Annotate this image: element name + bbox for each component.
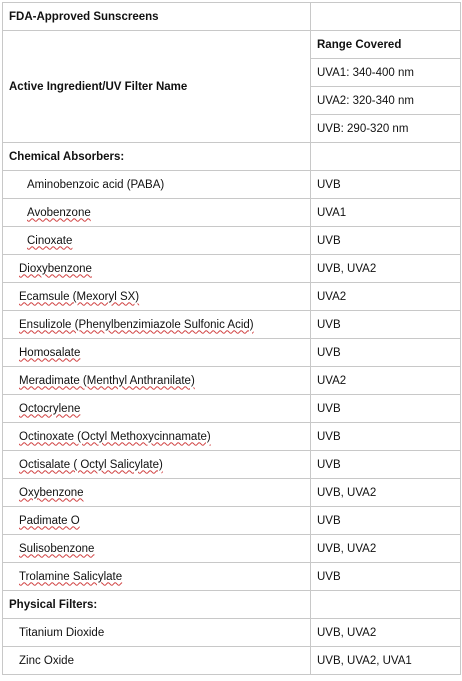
range-cell: UVB	[311, 423, 461, 451]
ingredient-name: Avobenzone	[27, 206, 91, 219]
range-cell: UVB	[311, 339, 461, 367]
ingredient-name: Sulisobenzone	[19, 542, 95, 555]
section-title: Physical Filters:	[3, 591, 311, 619]
table-row	[3, 563, 461, 591]
ingredient-cell	[3, 563, 311, 591]
ingredient-name: Titanium Dioxide	[19, 626, 105, 639]
ingredient-name: Zinc Oxide	[19, 654, 74, 667]
table-row	[3, 283, 461, 311]
ingredient-cell	[3, 451, 311, 479]
range-cell: UVB, UVA2	[311, 479, 461, 507]
ingredient-cell	[3, 423, 311, 451]
ingredient-name: Homosalate	[19, 346, 81, 359]
table-title: FDA-Approved Sunscreens	[3, 3, 311, 31]
table-row	[3, 535, 461, 563]
empty-cell	[311, 591, 461, 619]
range-cell: UVB, UVA2	[311, 535, 461, 563]
ingredient-cell	[3, 507, 311, 535]
table-row	[3, 479, 461, 507]
empty-cell	[311, 3, 461, 31]
table-row	[3, 423, 461, 451]
range-cell: UVB	[311, 395, 461, 423]
range-cell: UVB	[311, 311, 461, 339]
section-header-row	[3, 591, 461, 619]
ingredient-name: Octinoxate (Octyl Methoxycinnamate)	[19, 430, 211, 443]
table-row	[3, 619, 461, 647]
range-cell: UVA2	[311, 283, 461, 311]
ingredient-cell	[3, 171, 311, 199]
table-row	[3, 255, 461, 283]
table-row	[3, 227, 461, 255]
ingredient-name: Aminobenzoic acid (PABA)	[27, 178, 165, 191]
range-cell: UVB, UVA2	[311, 255, 461, 283]
range-cell: UVB	[311, 507, 461, 535]
empty-cell	[311, 143, 461, 171]
range-uva2: UVA2: 320-340 nm	[311, 87, 461, 115]
ingredient-name: Octocrylene	[19, 402, 81, 415]
range-cell: UVB, UVA2, UVA1	[311, 647, 461, 675]
table-row	[3, 199, 461, 227]
ingredient-cell	[3, 647, 311, 675]
ingredient-name: Padimate O	[19, 514, 80, 527]
range-cell: UVB, UVA2	[311, 619, 461, 647]
sunscreen-table	[2, 2, 461, 675]
ingredient-cell	[3, 367, 311, 395]
ingredient-name: Oxybenzone	[19, 486, 84, 499]
table-row	[3, 311, 461, 339]
table-row	[3, 647, 461, 675]
table-row	[3, 367, 461, 395]
ingredient-cell	[3, 535, 311, 563]
table-row	[3, 395, 461, 423]
range-cell: UVB	[311, 451, 461, 479]
ingredient-cell	[3, 227, 311, 255]
ingredient-name: Dioxybenzone	[19, 262, 92, 275]
section-title: Chemical Absorbers:	[3, 143, 311, 171]
ingredient-cell	[3, 479, 311, 507]
ingredient-cell	[3, 395, 311, 423]
table-row	[3, 339, 461, 367]
table-row	[3, 171, 461, 199]
ingredient-name: Cinoxate	[27, 234, 73, 247]
ingredient-cell	[3, 255, 311, 283]
ingredient-name: Meradimate (Menthyl Anthranilate)	[19, 374, 195, 387]
range-cell: UVA2	[311, 367, 461, 395]
range-cell: UVB	[311, 227, 461, 255]
ingredient-cell	[3, 339, 311, 367]
ingredient-name: Ensulizole (Phenylbenzimiazole Sulfonic Acid)	[19, 318, 254, 331]
ingredient-cell	[3, 283, 311, 311]
range-uvb: UVB: 290-320 nm	[311, 115, 461, 143]
range-cell: UVB	[311, 171, 461, 199]
range-cell: UVA1	[311, 199, 461, 227]
range-uva1: UVA1: 340-400 nm	[311, 59, 461, 87]
ingredient-name: Ecamsule (Mexoryl SX)	[19, 290, 140, 303]
ingredient-name: Octisalate ( Octyl Salicylate)	[19, 458, 163, 471]
ingredient-column-header: Active Ingredient/UV Filter Name	[3, 31, 311, 143]
range-cell: UVB	[311, 563, 461, 591]
range-column-header: Range Covered	[311, 31, 461, 59]
ingredient-cell	[3, 619, 311, 647]
title-row	[3, 3, 461, 31]
section-header-row	[3, 143, 461, 171]
table-row	[3, 451, 461, 479]
ingredient-name: Trolamine Salicylate	[19, 570, 123, 583]
header-row	[3, 31, 461, 59]
ingredient-cell	[3, 199, 311, 227]
ingredient-cell	[3, 311, 311, 339]
table-row	[3, 507, 461, 535]
